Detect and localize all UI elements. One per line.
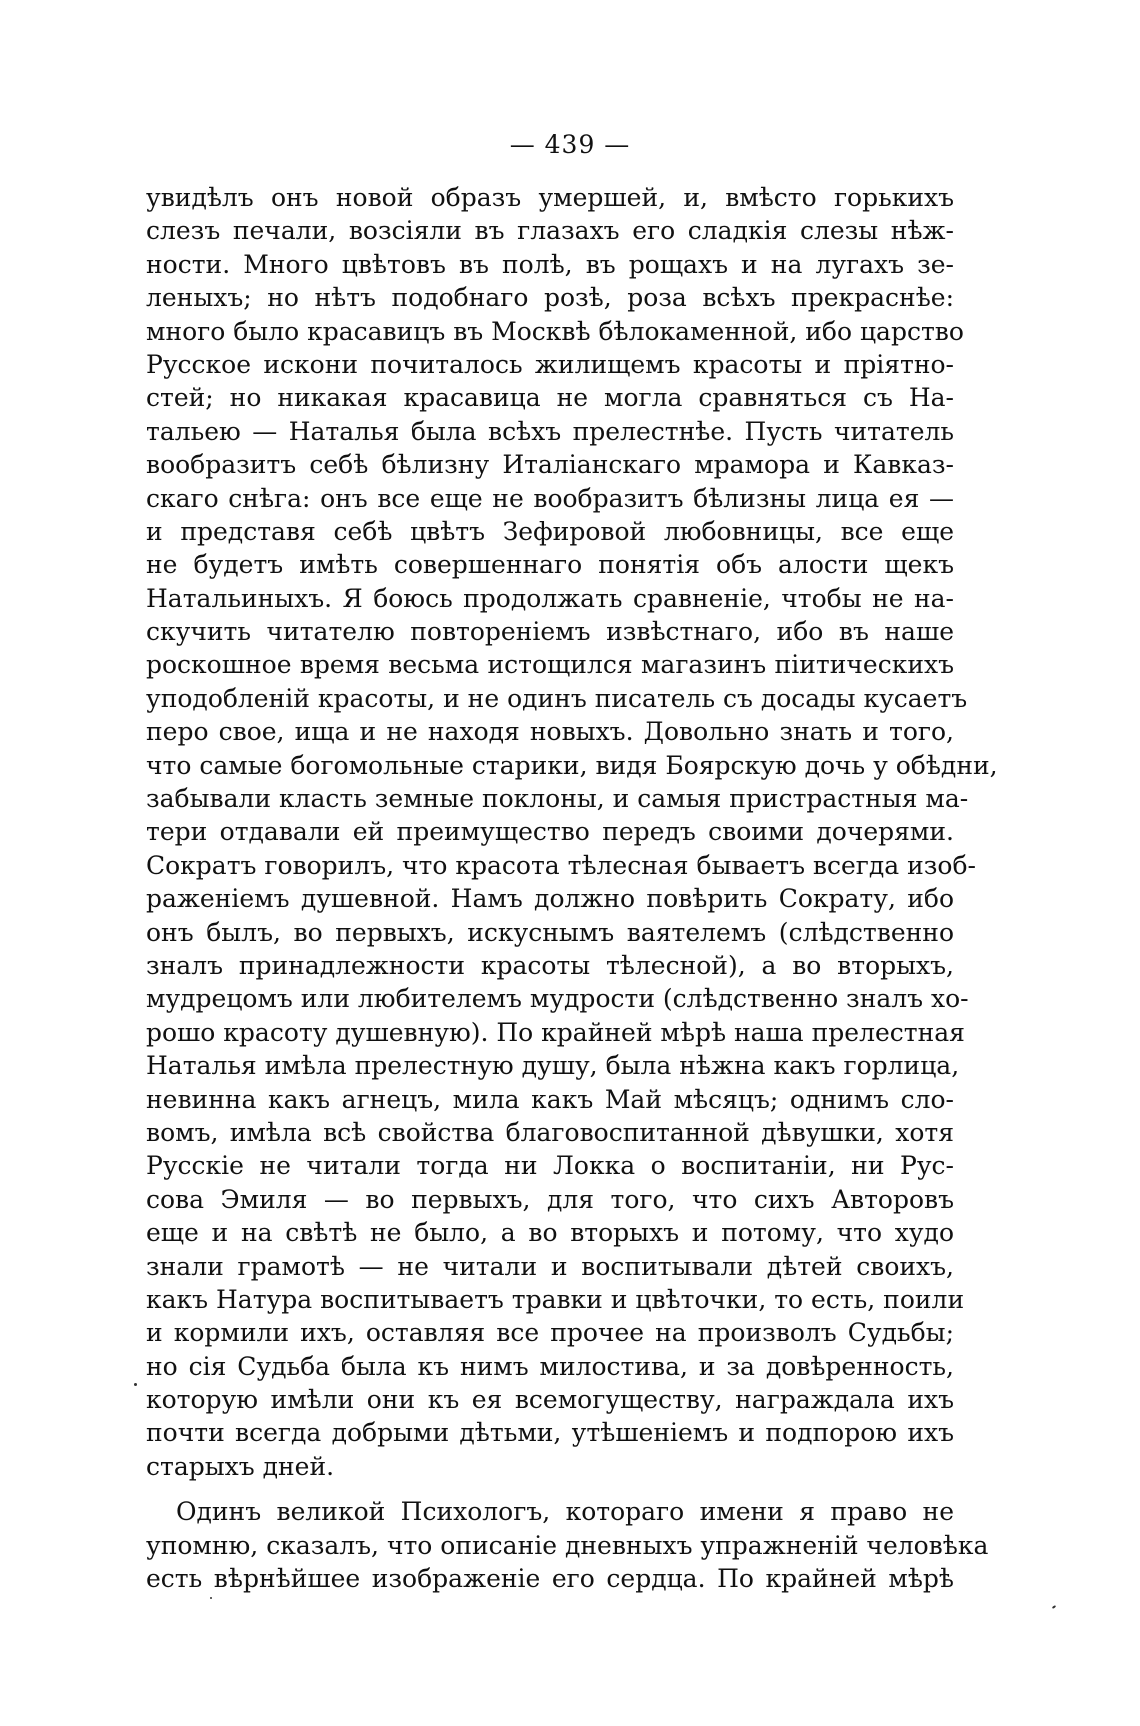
text-line: тальею — Наталья была всѣхъ прелестнѣе. Пусть читатель [146, 416, 954, 446]
text-line: скучить читателю повтореніемъ извѣстнаго, ибо въ наше [146, 617, 954, 647]
text-line: зналъ принадлежности красоты тѣлесной), а во вторыхъ, [146, 950, 954, 980]
text-line: Русское искони почиталось жилищемъ красоты и пріятно- [146, 349, 954, 379]
text-line: Одинъ великой Психологъ, котораго имени я право не [176, 1497, 954, 1527]
text-line: раженіемъ душевной. Намъ должно повѣрить Сократу, ибо [146, 884, 954, 914]
paragraph-1 [146, 181, 998, 1483]
text-line: роскошное время весьма истощился магазинъ піитическихъ [146, 650, 954, 680]
text-line: упомню, сказалъ, что описаніе дневныхъ упражненій человѣка [146, 1530, 989, 1560]
text-line: много было красавицъ въ Москвѣ бѣлокаменной, ибо царство [146, 316, 964, 346]
text-line: старыхъ дней. [146, 1451, 335, 1481]
text-line: Русскіе не читали тогда ни Локка о воспитаніи, ни Рус- [146, 1151, 954, 1181]
text-line: онъ былъ, во первыхъ, искуснымъ ваятелемъ (слѣдственно [146, 917, 954, 947]
text-line: рошо красоту душевную). По крайней мѣрѣ наша прелестная [146, 1017, 965, 1047]
text-line: Натальиныхъ. Я боюсь продолжать сравненіе, чтобы не на- [146, 583, 954, 613]
text-line: не будетъ имѣть совершеннаго понятія объ алости щекъ [146, 550, 954, 580]
text-line: перо свое, ища и не находя новыхъ. Довольно знать и того, [146, 717, 954, 747]
text-line: ности. Много цвѣтовъ въ полѣ, въ рощахъ и на лугахъ зе- [146, 249, 954, 279]
text-line: забывали класть земные поклоны, и самыя пристрастныя ма- [146, 784, 969, 814]
text-line: стей; но никакая красавица не могла сравняться съ На- [146, 383, 954, 413]
text-line: и представя себѣ цвѣтъ Зефировой любовницы, все еще [146, 516, 954, 546]
text-line: какъ Натура воспитываетъ травки и цвѣточки, то есть, поили [146, 1284, 965, 1314]
text-line: Сократъ говорилъ, что красота тѣлесная бываетъ всегда изоб- [146, 850, 976, 880]
text-line: уподобленій красоты, и не одинъ писатель съ досады кусаетъ [146, 683, 968, 713]
text-line: которую имѣли они къ ея всемогуществу, награждала ихъ [146, 1385, 954, 1415]
print-speck [210, 1597, 212, 1599]
text-line: сова Эмиля — во первыхъ, для того, что сихъ Авторовъ [146, 1184, 954, 1214]
text-line: тери отдавали ей преимущество передъ своими дочерями. [146, 817, 954, 847]
text-line: но сія Судьба была къ нимъ милостива, и за довѣренность, [146, 1351, 954, 1381]
text-line: скаго снѣга: онъ все еще не вообразитъ бѣлизны лица ея — [146, 483, 954, 513]
text-line: вомъ, имѣла всѣ свойства благовоспитанной дѣвушки, хотя [146, 1117, 954, 1147]
print-speck [134, 1383, 137, 1386]
paragraph-2 [146, 1495, 989, 1595]
paragraph-gap [146, 1483, 954, 1495]
text-line: Наталья имѣла прелестную душу, была нѣжна какъ горлица, [146, 1051, 960, 1081]
text-line: слезъ печали, возсіяли въ глазахъ его сладкія слезы нѣж- [146, 216, 954, 246]
text-line: и кормили ихъ, оставляя все прочее на произволъ Судьбы; [146, 1318, 954, 1348]
text-line: увидѣлъ онъ новой образъ умершей, и, вмѣсто горькихъ [146, 183, 954, 212]
text-line: невинна какъ агнецъ, мила какъ Май мѣсяцъ; однимъ сло- [146, 1084, 954, 1114]
text-line: мудрецомъ или любителемъ мудрости (слѣдственно зналъ хо- [146, 984, 969, 1014]
text-line: еще и на свѣтѣ не было, а во вторыхъ и потому, что худо [146, 1218, 954, 1248]
text-line: почти всегда добрыми дѣтьми, утѣшеніемъ и подпорою ихъ [146, 1418, 954, 1448]
text-line: что самые богомольные старики, видя Боярскую дочь у обѣдни, [146, 750, 998, 780]
text-line: леныхъ; но нѣтъ подобнаго розѣ, роза всѣхъ прекраснѣе: [146, 283, 954, 313]
text-line: вообразитъ себѣ бѣлизну Италіанскаго мрамора и Кавказ- [146, 450, 954, 480]
text-line: есть вѣрнѣйшее изображеніе его сердца. По крайней мѣрѣ [146, 1564, 954, 1594]
text-block [146, 181, 998, 1595]
print-speck [1052, 1605, 1056, 1609]
text-line: знали грамотѣ — не читали и воспитывали дѣтей своихъ, [146, 1251, 954, 1281]
page-number: — 439 — [509, 130, 631, 159]
